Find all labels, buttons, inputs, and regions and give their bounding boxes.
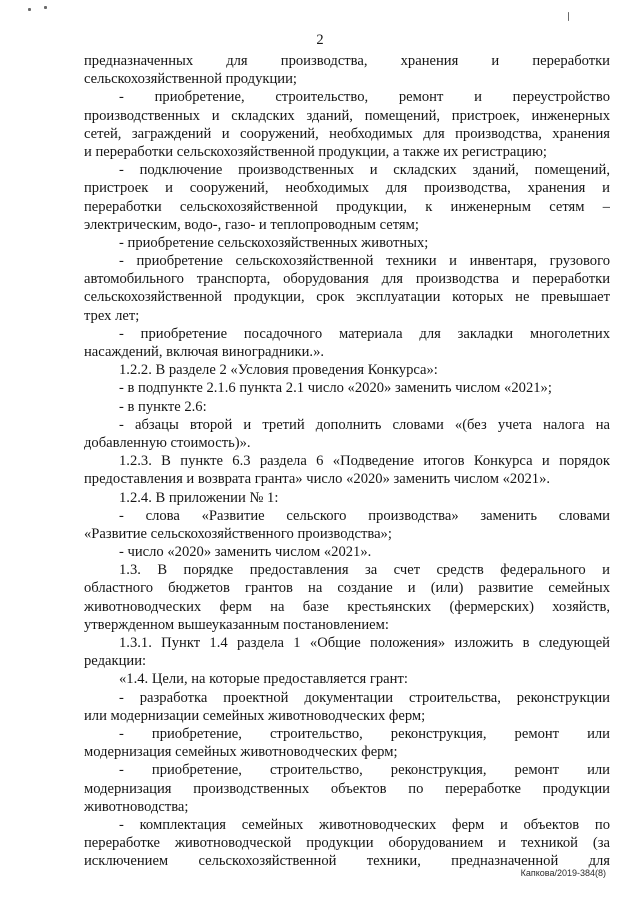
text-line: насаждений, включая виноградники.». bbox=[84, 344, 325, 360]
text-line: сетей, заграждений и сооружений, необходимых для производства, хранения bbox=[84, 125, 610, 142]
text-line: переработке животноводческой продукции оборудованием и техникой (за bbox=[84, 835, 610, 852]
text-line: 1.2.2. В разделе 2 «Условия проведения Конкурса»: bbox=[119, 362, 438, 379]
text-line: - приобретение сельскохозяйственной техники и инвентаря, грузового bbox=[119, 253, 610, 270]
text-line: «1.4. Цели, на которые предоставляется грант: bbox=[119, 671, 408, 688]
text-line: областного бюджетов грантов на создание и (или) развитие семейных bbox=[84, 580, 610, 597]
page-number: 2 bbox=[316, 32, 324, 48]
text-line: исключением сельскохозяйственной техники, предназначенной для bbox=[84, 853, 610, 870]
text-line: - приобретение, строительство, реконструкция, ремонт или bbox=[119, 725, 610, 742]
text-line: - в пункте 2.6: bbox=[119, 398, 207, 415]
text-line: - число «2020» заменить числом «2021». bbox=[119, 544, 372, 561]
text-line: модернизация семейных животноводческих ферм; bbox=[84, 744, 398, 761]
text-line: животноводческих ферм на базе крестьянских (фермерских) хозяйств, bbox=[84, 598, 610, 615]
text-line: пристроек и сооружений, необходимых для производства, хранения и bbox=[84, 180, 610, 197]
text-line: предоставления и возврата гранта» число «2020» заменить числом «2021». bbox=[84, 471, 551, 488]
text-line: 1.3. В порядке предоставления за счет средств федерального и bbox=[119, 562, 610, 579]
scan-speck bbox=[44, 6, 47, 9]
text-line: или модернизации семейных животноводческих ферм; bbox=[84, 707, 426, 724]
text-line: - приобретение посадочного материала для закладки многолетних bbox=[119, 325, 610, 342]
text-line: автомобильного транспорта, оборудования для производства и переработки bbox=[84, 271, 610, 288]
body-text bbox=[84, 52, 610, 870]
text-line: - приобретение сельскохозяйственных животных; bbox=[119, 234, 429, 251]
text-line: сельскохозяйственной продукции; bbox=[84, 71, 297, 88]
scan-speck bbox=[28, 8, 31, 11]
text-line: - подключение производственных и складских зданий, помещений, bbox=[119, 162, 610, 179]
text-line: производственных и складских зданий, помещений, пристроек, инженерных bbox=[84, 107, 610, 124]
text-line: редакции: bbox=[84, 653, 147, 670]
footer-code: Капкова/2019-384(8) bbox=[520, 868, 606, 878]
text-line: утвержденном вышеуказанным постановлением: bbox=[84, 616, 389, 633]
text-line: - комплектация семейных животноводческих ферм и объектов по bbox=[119, 816, 610, 833]
text-line: и переработки сельскохозяйственной продукции, а также их регистрацию; bbox=[84, 143, 547, 160]
text-line: предназначенных для производства, хранения и переработки bbox=[84, 53, 610, 69]
text-line: переработки сельскохозяйственной продукции, к инженерным сетям – bbox=[84, 198, 610, 215]
text-line: электрическим, водо-, газо- и теплопроводным сетям; bbox=[84, 216, 419, 233]
text-line: - слова «Развитие сельского производства» заменить словами bbox=[119, 507, 610, 524]
text-line: трех лет; bbox=[84, 307, 140, 324]
text-line: - приобретение, строительство, реконструкция, ремонт или bbox=[119, 762, 610, 779]
text-line: 1.2.4. В приложении № 1: bbox=[119, 489, 279, 506]
text-line: сельскохозяйственной продукции, срок эксплуатации которых не превышает bbox=[84, 289, 610, 306]
text-line: - абзацы второй и третий дополнить словами «(без учета налога на bbox=[119, 416, 610, 433]
text-line: модернизация производственных объектов по переработке продукции bbox=[84, 780, 610, 797]
text-line: 1.3.1. Пункт 1.4 раздела 1 «Общие положения» изложить в следующей bbox=[119, 635, 610, 651]
text-line: «Развитие сельскохозяйственного производства»; bbox=[84, 525, 392, 542]
text-line: - в подпункте 2.1.6 пункта 2.1 число «2020» заменить числом «2021»; bbox=[119, 380, 552, 397]
text-line: животноводства; bbox=[84, 798, 189, 815]
text-line: - приобретение, строительство, ремонт и переустройство bbox=[119, 89, 610, 106]
text-line: - разработка проектной документации строительства, реконструкции bbox=[119, 689, 610, 706]
text-line: 1.2.3. В пункте 6.3 раздела 6 «Подведение итогов Конкурса и порядок bbox=[119, 453, 610, 470]
text-line: добавленную стоимость)». bbox=[84, 434, 251, 451]
scan-speck bbox=[568, 12, 569, 21]
